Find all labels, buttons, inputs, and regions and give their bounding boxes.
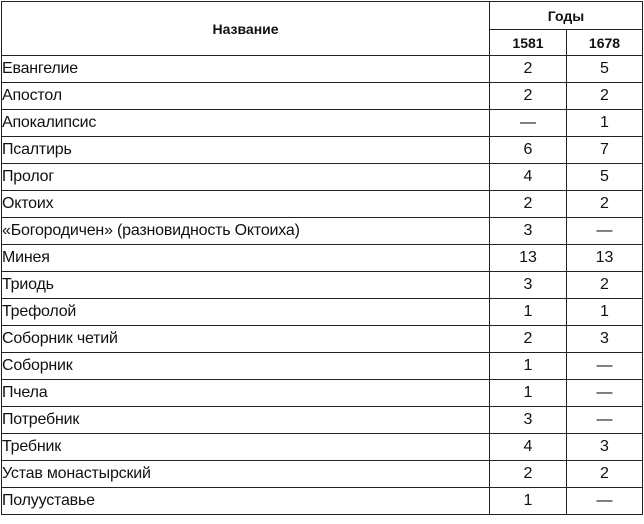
book-title-cell: Евангелие: [2, 56, 490, 83]
count-1678-cell: 2: [567, 461, 643, 488]
book-title-cell: Трефолой: [2, 299, 490, 326]
count-1581-cell: 4: [490, 434, 567, 461]
book-title-cell: Полууставье: [2, 488, 490, 515]
count-1581-cell: 4: [490, 164, 567, 191]
table-row: [2, 380, 643, 407]
count-1678-cell: 3: [567, 326, 643, 353]
count-1678-cell: 5: [567, 56, 643, 83]
book-title-cell: Соборник четий: [2, 326, 490, 353]
book-title-cell: Триодь: [2, 272, 490, 299]
table-row: [2, 83, 643, 110]
count-1581-cell: 13: [490, 245, 567, 272]
count-1581-cell: —: [490, 110, 567, 137]
table-row: [2, 299, 643, 326]
count-1678-cell: 3: [567, 434, 643, 461]
count-1678-cell: —: [567, 218, 643, 245]
table-row: [2, 137, 643, 164]
count-1678-cell: 1: [567, 299, 643, 326]
years-group-header: Годы: [490, 2, 643, 30]
count-1581-cell: 2: [490, 326, 567, 353]
table-body: [2, 56, 643, 515]
book-title-cell: Пчела: [2, 380, 490, 407]
count-1581-cell: 1: [490, 299, 567, 326]
book-title-cell: Устав монастырский: [2, 461, 490, 488]
count-1678-cell: 1: [567, 110, 643, 137]
table-row: [2, 218, 643, 245]
table-row: [2, 191, 643, 218]
name-column-header: Название: [2, 2, 490, 56]
year-1581-header: 1581: [490, 30, 567, 56]
table-row: [2, 488, 643, 515]
book-title-cell: Апостол: [2, 83, 490, 110]
book-title-cell: Соборник: [2, 353, 490, 380]
count-1678-cell: —: [567, 488, 643, 515]
table-row: [2, 56, 643, 83]
table-row: [2, 434, 643, 461]
count-1678-cell: 2: [567, 191, 643, 218]
count-1678-cell: —: [567, 380, 643, 407]
book-title-cell: Потребник: [2, 407, 490, 434]
table-row: [2, 272, 643, 299]
table-row: [2, 326, 643, 353]
count-1581-cell: 1: [490, 353, 567, 380]
table-header: [2, 2, 643, 56]
count-1581-cell: 6: [490, 137, 567, 164]
count-1678-cell: 7: [567, 137, 643, 164]
book-title-cell: «Богородичен» (разновидность Октоиха): [2, 218, 490, 245]
book-title-cell: Пролог: [2, 164, 490, 191]
header-row-top: [2, 2, 643, 30]
table-row: [2, 245, 643, 272]
count-1678-cell: —: [567, 353, 643, 380]
table-row: [2, 353, 643, 380]
count-1581-cell: 3: [490, 218, 567, 245]
table-row: [2, 461, 643, 488]
count-1581-cell: 2: [490, 56, 567, 83]
count-1581-cell: 1: [490, 380, 567, 407]
book-title-cell: Псалтирь: [2, 137, 490, 164]
count-1581-cell: 2: [490, 83, 567, 110]
count-1678-cell: 5: [567, 164, 643, 191]
books-table: [1, 1, 643, 515]
year-1678-header: 1678: [567, 30, 643, 56]
count-1581-cell: 1: [490, 488, 567, 515]
book-title-cell: Требник: [2, 434, 490, 461]
table-row: [2, 164, 643, 191]
book-title-cell: Октоих: [2, 191, 490, 218]
count-1581-cell: 3: [490, 272, 567, 299]
count-1678-cell: 13: [567, 245, 643, 272]
count-1678-cell: 2: [567, 83, 643, 110]
book-title-cell: Минея: [2, 245, 490, 272]
table-row: [2, 110, 643, 137]
book-title-cell: Апокалипсис: [2, 110, 490, 137]
count-1678-cell: —: [567, 407, 643, 434]
count-1581-cell: 3: [490, 407, 567, 434]
count-1581-cell: 2: [490, 461, 567, 488]
count-1581-cell: 2: [490, 191, 567, 218]
table-row: [2, 407, 643, 434]
count-1678-cell: 2: [567, 272, 643, 299]
